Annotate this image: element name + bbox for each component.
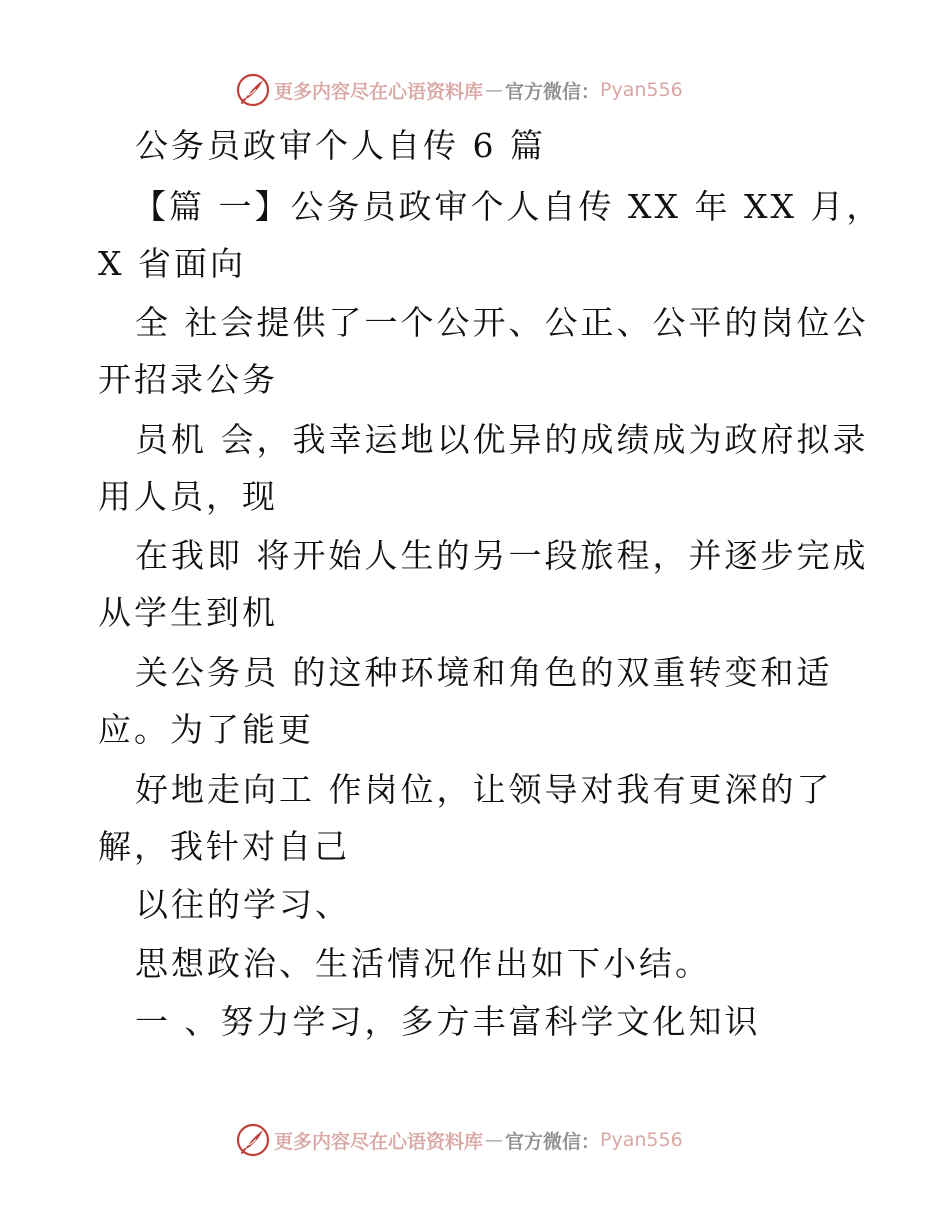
body-line: 员机 会，我幸运地以优异的成绩成为政府拟录	[135, 420, 869, 459]
body-line: 用人员，现	[98, 477, 278, 516]
footer-site-name: 更多内容尽在心语资料库	[274, 1130, 484, 1153]
body-line: 解，我针对自己	[98, 827, 350, 866]
header-wechat-id: Pyan556	[600, 79, 683, 101]
body-line: 一 、努力学习，多方丰富科学文化知识	[135, 1002, 761, 1041]
body-line: X 省面向	[98, 244, 246, 283]
body-line: 好地走向工 作岗位，让领导对我有更深的了	[135, 770, 833, 809]
document-title: 公务员政审个人自传 6 篇	[135, 126, 546, 165]
body-line: 从学生到机	[98, 593, 278, 632]
body-line: 以往的学习、	[135, 885, 351, 924]
header-official-label: 官方微信：	[505, 80, 601, 103]
quill-logo-icon	[236, 73, 270, 107]
quill-logo-icon	[236, 1123, 270, 1157]
body-line: 思想政治、生活情况作出如下小结。	[135, 944, 711, 983]
body-line: 开招录公务	[98, 360, 278, 399]
footer-official-label: 官方微信：	[505, 1130, 601, 1153]
body-line: 关公务员 的这种环境和角色的双重转变和适	[135, 653, 833, 692]
body-line: 应。为了能更	[98, 710, 314, 749]
body-line: 全 社会提供了一个公开、公正、公平的岗位公	[135, 303, 869, 342]
footer-wechat-id: Pyan556	[600, 1129, 683, 1151]
body-line: 【篇 一】公务员政审个人自传 XX 年 XX 月，	[133, 187, 883, 226]
body-line: 在我即 将开始人生的另一段旅程，并逐步完成	[135, 536, 869, 575]
header-site-name: 更多内容尽在心语资料库	[274, 80, 484, 103]
footer-watermark	[236, 1123, 716, 1157]
footer-separator: —	[485, 1129, 504, 1151]
header-separator: —	[485, 79, 504, 101]
header-watermark	[236, 73, 716, 107]
